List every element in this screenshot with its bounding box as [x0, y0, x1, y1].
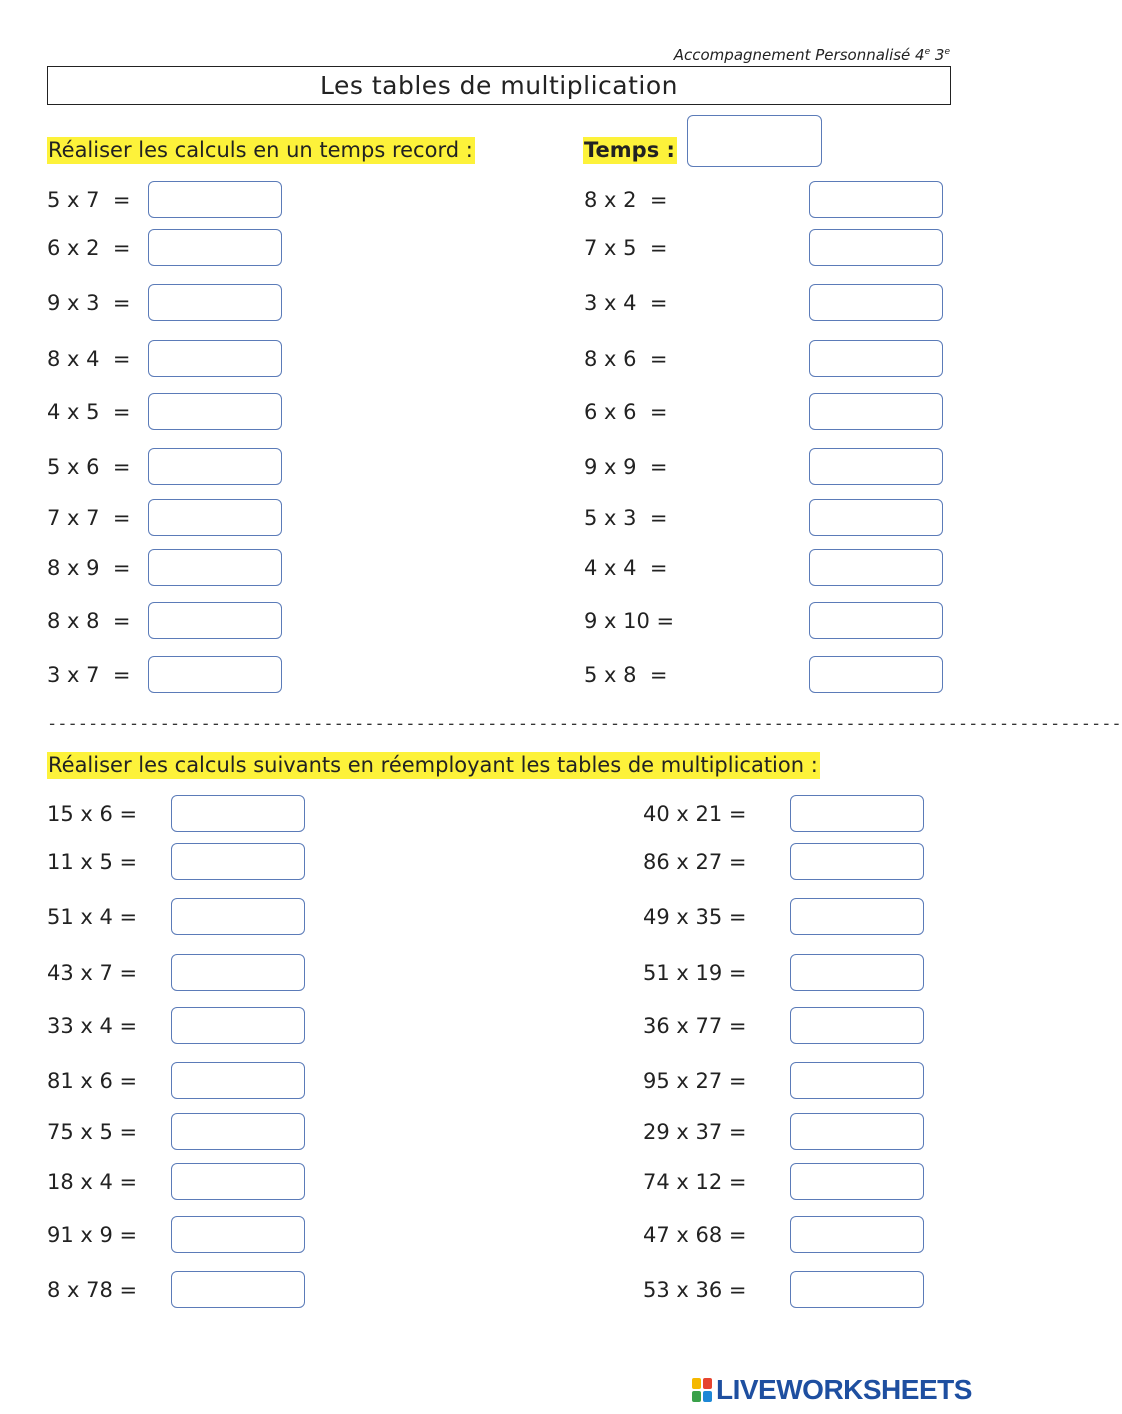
question-label: 7 x 7 =: [47, 506, 131, 530]
question-label: 53 x 36 =: [643, 1278, 747, 1302]
answer-input-reuse-left-5[interactable]: [171, 1007, 305, 1044]
answer-input-reuse-left-4[interactable]: [171, 954, 305, 991]
answer-input-reuse-left-10[interactable]: [171, 1271, 305, 1308]
question-label: 49 x 35 =: [643, 905, 747, 929]
section-divider: ---------------------------------------------------------------------------------------------------------: [47, 714, 1122, 734]
answer-input-timed-right-10[interactable]: [809, 656, 943, 693]
answer-input-reuse-left-3[interactable]: [171, 898, 305, 935]
question-label: 6 x 6 =: [584, 400, 668, 424]
answer-input-timed-left-6[interactable]: [148, 448, 282, 485]
answer-input-timed-left-8[interactable]: [148, 549, 282, 586]
answer-input-timed-right-8[interactable]: [809, 549, 943, 586]
question-label: 8 x 2 =: [584, 188, 668, 212]
instruction-reuse: Réaliser les calculs suivants en réemployant les tables de multiplication :: [48, 753, 818, 777]
question-label: 5 x 3 =: [584, 506, 668, 530]
question-label: 86 x 27 =: [643, 850, 747, 874]
question-label: 36 x 77 =: [643, 1014, 747, 1038]
question-label: 81 x 6 =: [47, 1069, 138, 1093]
question-label: 9 x 10 =: [584, 609, 675, 633]
answer-input-timed-right-3[interactable]: [809, 284, 943, 321]
question-label: 8 x 9 =: [47, 556, 131, 580]
answer-input-reuse-right-7[interactable]: [790, 1113, 924, 1150]
answer-input-reuse-left-6[interactable]: [171, 1062, 305, 1099]
question-label: 5 x 8 =: [584, 663, 668, 687]
question-label: 95 x 27 =: [643, 1069, 747, 1093]
instruction-timed: Réaliser les calculs en un temps record :: [48, 138, 473, 162]
answer-input-timed-left-2[interactable]: [148, 229, 282, 266]
answer-input-reuse-right-4[interactable]: [790, 954, 924, 991]
answer-input-reuse-left-7[interactable]: [171, 1113, 305, 1150]
answer-input-timed-left-9[interactable]: [148, 602, 282, 639]
liveworksheets-logo: [692, 1374, 972, 1406]
question-label: 3 x 4 =: [584, 291, 668, 315]
question-label: 4 x 4 =: [584, 556, 668, 580]
answer-input-reuse-right-8[interactable]: [790, 1163, 924, 1200]
question-label: 8 x 78 =: [47, 1278, 138, 1302]
page-title: Les tables de multiplication: [47, 66, 951, 105]
answer-input-reuse-right-10[interactable]: [790, 1271, 924, 1308]
answer-input-reuse-left-2[interactable]: [171, 843, 305, 880]
answer-input-timed-right-5[interactable]: [809, 393, 943, 430]
question-label: 91 x 9 =: [47, 1223, 138, 1247]
answer-input-timed-right-4[interactable]: [809, 340, 943, 377]
question-label: 9 x 9 =: [584, 455, 668, 479]
question-label: 51 x 4 =: [47, 905, 138, 929]
answer-input-timed-left-1[interactable]: [148, 181, 282, 218]
question-label: 74 x 12 =: [643, 1170, 747, 1194]
answer-input-timed-left-5[interactable]: [148, 393, 282, 430]
logo-text: LIVEWORKSHEETS: [716, 1374, 972, 1405]
answer-input-reuse-right-1[interactable]: [790, 795, 924, 832]
temps-label: Temps :: [584, 138, 675, 162]
answer-input-reuse-right-6[interactable]: [790, 1062, 924, 1099]
question-label: 5 x 6 =: [47, 455, 131, 479]
question-label: 8 x 4 =: [47, 347, 131, 371]
answer-input-timed-left-10[interactable]: [148, 656, 282, 693]
answer-input-reuse-right-3[interactable]: [790, 898, 924, 935]
answer-input-reuse-left-8[interactable]: [171, 1163, 305, 1200]
question-label: 75 x 5 =: [47, 1120, 138, 1144]
liveworksheets-logo-icon: [692, 1378, 712, 1402]
question-label: 9 x 3 =: [47, 291, 131, 315]
question-label: 43 x 7 =: [47, 961, 138, 985]
answer-input-reuse-left-9[interactable]: [171, 1216, 305, 1253]
question-label: 8 x 8 =: [47, 609, 131, 633]
answer-input-timed-right-7[interactable]: [809, 499, 943, 536]
answer-input-timed-right-6[interactable]: [809, 448, 943, 485]
answer-input-timed-right-9[interactable]: [809, 602, 943, 639]
answer-input-timed-left-3[interactable]: [148, 284, 282, 321]
question-label: 7 x 5 =: [584, 236, 668, 260]
question-label: 33 x 4 =: [47, 1014, 138, 1038]
question-label: 15 x 6 =: [47, 802, 138, 826]
answer-input-reuse-right-2[interactable]: [790, 843, 924, 880]
question-label: 18 x 4 =: [47, 1170, 138, 1194]
question-label: 51 x 19 =: [643, 961, 747, 985]
answer-input-timed-right-2[interactable]: [809, 229, 943, 266]
answer-input-reuse-right-5[interactable]: [790, 1007, 924, 1044]
answer-input-reuse-right-9[interactable]: [790, 1216, 924, 1253]
answer-input-timed-left-7[interactable]: [148, 499, 282, 536]
answer-input-timed-left-4[interactable]: [148, 340, 282, 377]
question-label: 6 x 2 =: [47, 236, 131, 260]
question-label: 8 x 6 =: [584, 347, 668, 371]
header-note: Accompagnement Personnalisé 4e 3e: [673, 46, 950, 64]
question-label: 47 x 68 =: [643, 1223, 747, 1247]
question-label: 5 x 7 =: [47, 188, 131, 212]
question-label: 40 x 21 =: [643, 802, 747, 826]
question-label: 11 x 5 =: [47, 850, 138, 874]
answer-input-timed-right-1[interactable]: [809, 181, 943, 218]
question-label: 4 x 5 =: [47, 400, 131, 424]
temps-input[interactable]: [687, 115, 822, 167]
answer-input-reuse-left-1[interactable]: [171, 795, 305, 832]
question-label: 3 x 7 =: [47, 663, 131, 687]
question-label: 29 x 37 =: [643, 1120, 747, 1144]
